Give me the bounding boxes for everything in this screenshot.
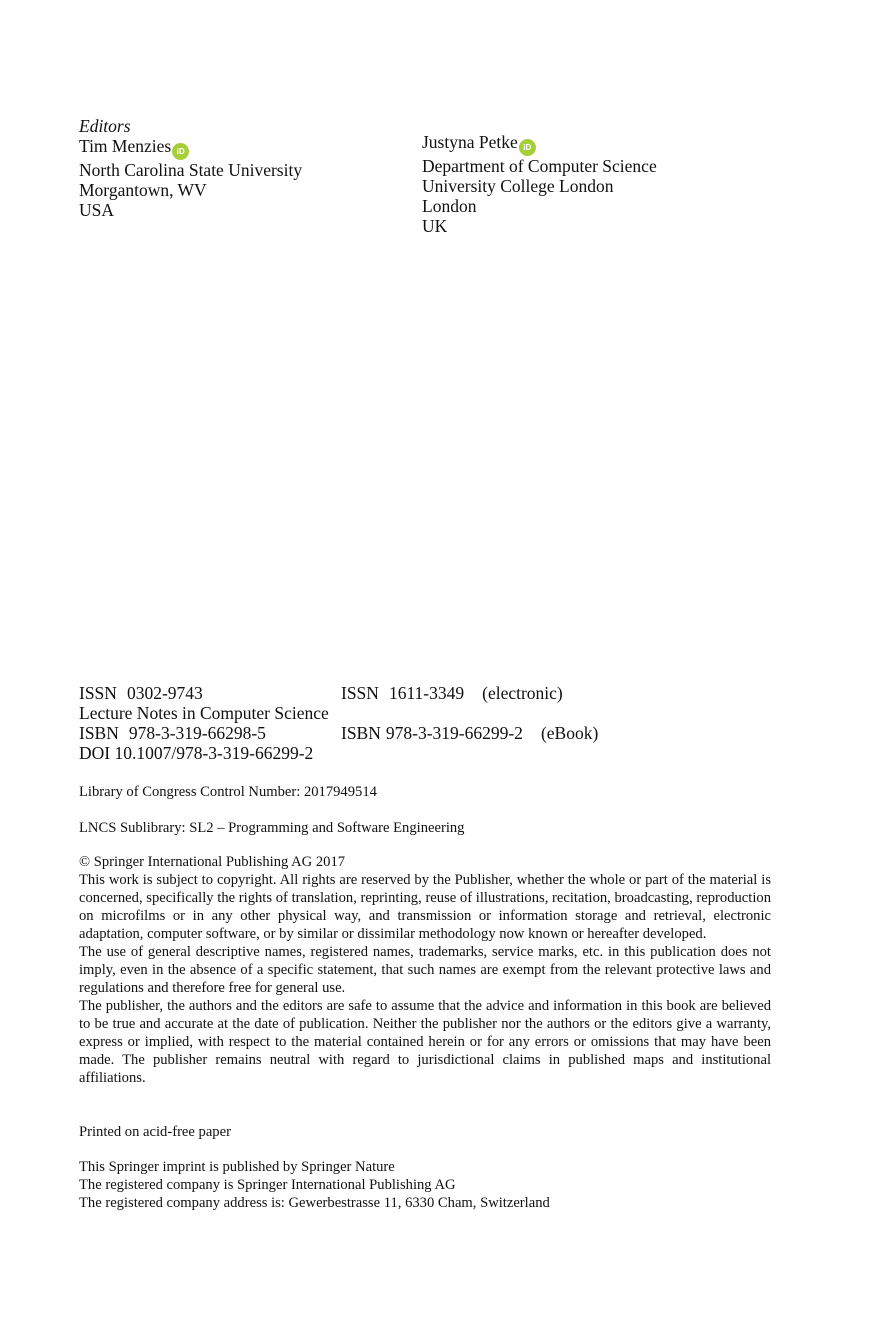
issn-electronic: ISSN 1611-3349 (electronic) [341, 683, 563, 703]
identifiers-left [79, 683, 329, 763]
imprint-line: The registered company address is: Gewerbestrasse 11, 6330 Cham, Switzerland [79, 1195, 550, 1211]
editor-city: Morgantown, WV [79, 180, 207, 200]
editor-name: Justyna Petke iD [422, 132, 657, 156]
editor-department: Department of Computer Science [422, 156, 657, 176]
orcid-icon[interactable]: iD [519, 139, 536, 156]
issn-print: ISSN 0302-9743 [79, 683, 203, 703]
identifiers-right [341, 683, 598, 743]
orcid-icon[interactable]: iD [172, 143, 189, 160]
editor2-block [422, 132, 657, 236]
spacer [341, 703, 598, 723]
series-name: Lecture Notes in Computer Science [79, 703, 329, 723]
editor-country: UK [422, 216, 448, 236]
imprint-line: The registered company is Springer International Publishing AG [79, 1177, 456, 1193]
legal-paragraph: This work is subject to copyright. All rights are reserved by the Publisher, whether the whole or part of the material is concerned, specifically the rights of translation, reprinting, reuse of illustrations, recitation, broadcasting, reproduction on microfilms or in any other physical way, and transmission or information storage and retrieval, electronic adaptation, computer software, or by similar or dissimilar methodology now known or hereafter developed. [79, 872, 771, 942]
editor-city: London [422, 196, 477, 216]
paper-note: Printed on acid-free paper [79, 1124, 231, 1140]
copyright-line: © Springer International Publishing AG 2017 [79, 854, 346, 870]
legal-paragraph: The publisher, the authors and the editors are safe to assume that the advice and information in this book are believed to be true and accurate at the date of publication. Neither the publisher nor the authors or the editors give a warranty, express or implied, with respect to the material contained herein or for any errors or omissions that may have been made. The publisher remains neutral with regard to jurisdictional claims in published maps and institutional affiliations. [79, 998, 771, 1086]
editor-affiliation: University College London [422, 176, 614, 196]
doi: DOI 10.1007/978-3-319-66299-2 [79, 743, 314, 763]
loc-number: Library of Congress Control Number: 2017949514 [79, 784, 377, 800]
legal-notice [79, 871, 771, 1087]
editor-name: Tim Menzies iD [79, 136, 302, 160]
isbn-ebook: ISBN 978-3-319-66299-2 (eBook) [341, 723, 599, 743]
editors-block [79, 116, 302, 220]
isbn-print: ISBN 978-3-319-66298-5 [79, 723, 266, 743]
editor-country: USA [79, 200, 115, 220]
legal-paragraph: The use of general descriptive names, registered names, trademarks, service marks, etc. in this publication does not imply, even in the absence of a specific statement, that such names are exempt from the relevant protective laws and regulations and therefore free for general use. [79, 944, 771, 996]
editors-label: Editors [79, 116, 131, 136]
imprint-block [79, 1158, 550, 1212]
editor-affiliation: North Carolina State University [79, 160, 303, 180]
imprint-line: This Springer imprint is published by Springer Nature [79, 1159, 395, 1175]
sublibrary: LNCS Sublibrary: SL2 – Programming and Software Engineering [79, 820, 465, 836]
